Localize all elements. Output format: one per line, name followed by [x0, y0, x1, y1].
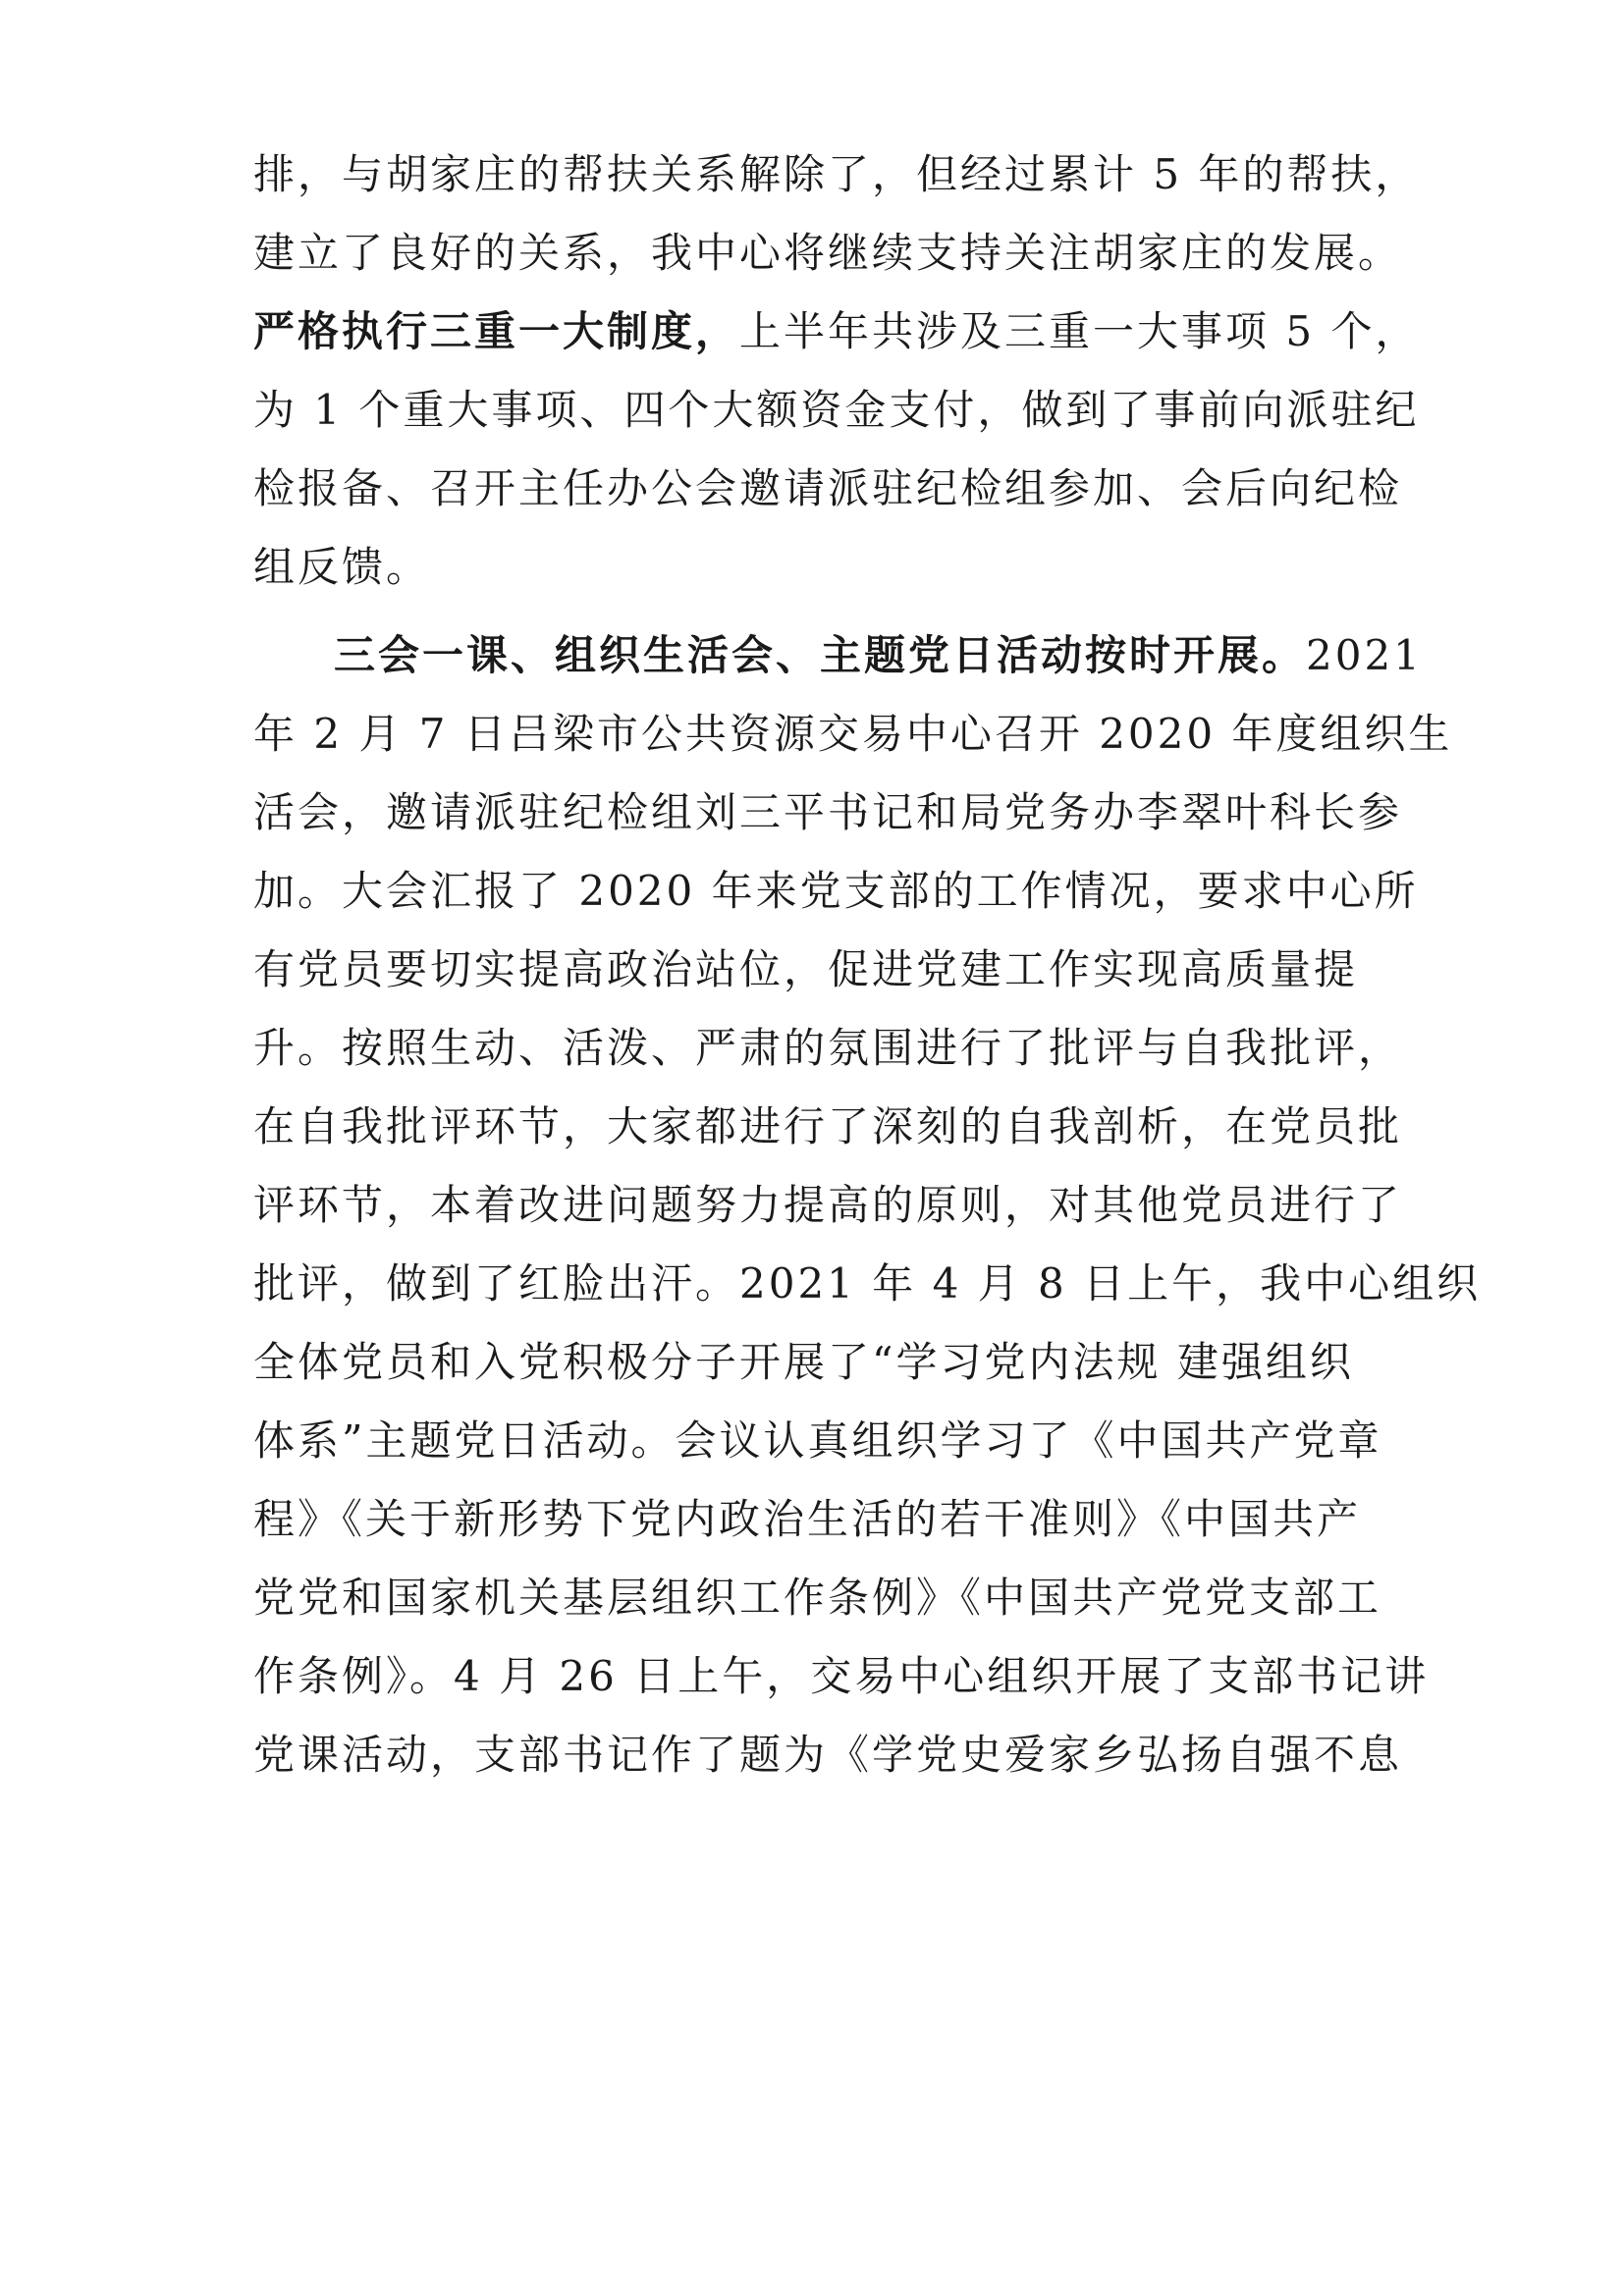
paragraph-line: 建立了良好的关系，我中心将继续支持关注胡家庄的发展。	[253, 229, 1403, 277]
paragraph-line: 为 1 个重大事项、四个大额资金支付，做到了事前向派驻纪	[253, 386, 1420, 434]
paragraph-line: 党课活动，支部书记作了题为《学党史爱家乡弘扬自强不息	[253, 1731, 1403, 1779]
bold-lead-in: 三会一课、组织生活会、主题党日活动按时开展。	[334, 631, 1307, 679]
paragraph-line: 年 2 月 7 日吕梁市公共资源交易中心召开 2020 年度组织生	[253, 710, 1453, 758]
paragraph-line: 检报备、召开主任办公会邀请派驻纪检组参加、会后向纪检	[253, 464, 1403, 512]
paragraph-line: 在自我批评环节，大家都进行了深刻的自我剖析，在党员批	[253, 1102, 1403, 1150]
paragraph-line: 加。大会汇报了 2020 年来党支部的工作情况，要求中心所	[253, 867, 1419, 915]
paragraph-line: 体系”主题党日活动。会议认真组织学习了《中国共产党章	[253, 1416, 1382, 1465]
paragraph-line: 活会，邀请派驻纪检组刘三平书记和局党务办李翠叶科长参	[253, 788, 1403, 836]
paragraph-line: 组反馈。	[253, 543, 431, 591]
paragraph-line: 全体党员和入党积极分子开展了“学习党内法规 建强组织	[253, 1338, 1354, 1386]
bold-lead-in: 严格执行三重一大制度，	[253, 307, 740, 355]
paragraph-line: 严格执行三重一大制度，上半年共涉及三重一大事项 5 个，	[253, 307, 1420, 355]
paragraph-line: 批评，做到了红脸出汗。2021 年 4 月 8 日上午，我中心组织	[253, 1259, 1482, 1308]
paragraph-line: 有党员要切实提高政治站位，促进党建工作实现高质量提	[253, 945, 1359, 993]
paragraph-line: 排，与胡家庄的帮扶关系解除了，但经过累计 5 年的帮扶，	[253, 150, 1420, 198]
paragraph-line: 程》《关于新形势下党内政治生活的若干准则》《中国共产	[253, 1495, 1362, 1543]
paragraph-line: 党党和国家机关基层组织工作条例》《中国共产党党支部工	[253, 1574, 1382, 1622]
paragraph-line: 作条例》。4 月 26 日上午，交易中心组织开展了支部书记讲	[253, 1652, 1430, 1700]
paragraph-line: 三会一课、组织生活会、主题党日活动按时开展。2021	[334, 631, 1423, 679]
paragraph-line: 评环节，本着改进问题努力提高的原则，对其他党员进行了	[253, 1181, 1403, 1229]
paragraph-line: 升。按照生动、活泼、严肃的氛围进行了批评与自我批评，	[253, 1024, 1403, 1072]
